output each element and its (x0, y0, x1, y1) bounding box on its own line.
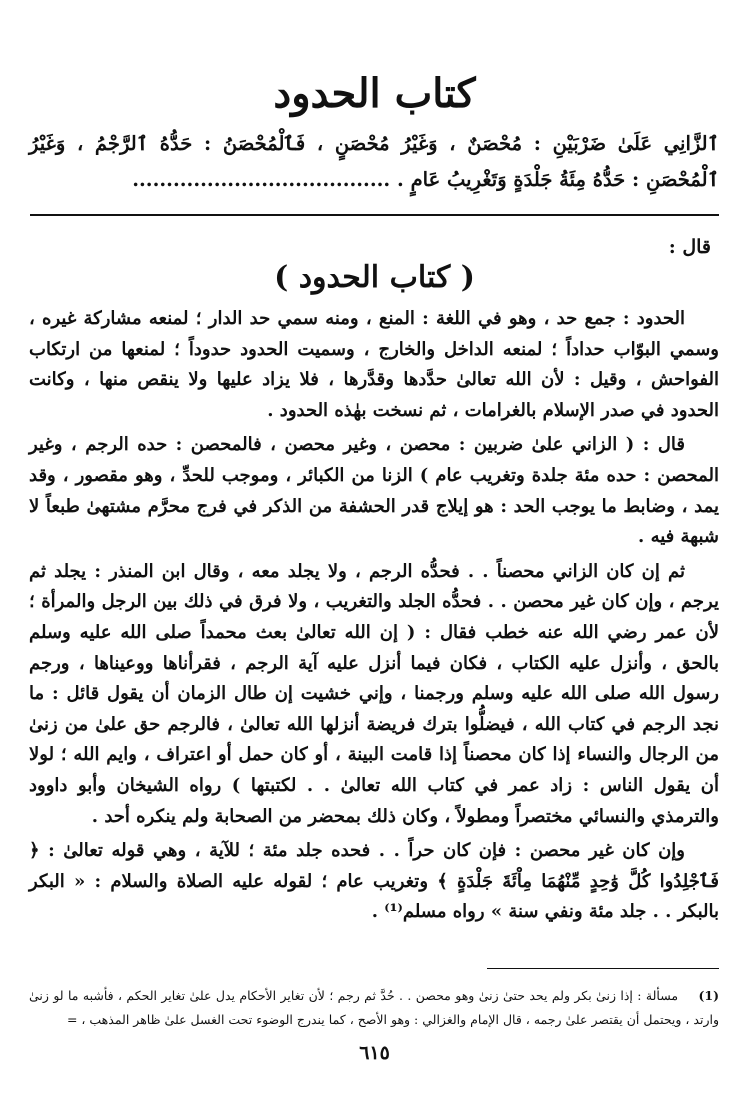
header-divider (30, 214, 719, 216)
chapter-title: كتاب الحدود (273, 70, 476, 117)
section-title: ( كتاب الحدود ) (274, 260, 475, 295)
footnote-divider (487, 968, 719, 969)
commentary-paragraph: ثم إن كان الزاني محصناً . . فحدُّه الرجم ، ولا يجلد معه ، وقال ابن المنذر : يجلد ثم يرجم ، وإن كان غير محصن . . فحدُّه الجلد والتغريب ، ولا فرق في ذلك بين الرجل والمرأة ؛ لأن عمر رضي الله عنه خطب فقال : ( إن الله تعالىٰ بعث محمداً صلى الله عليه وسلم بالحق ، وأنزل عليه الكتاب ، فكان فيما أنزل عليه آية الرجم ، فقرأناها ووعيناها ، ورجم رسول الله صلى الله عليه وسلم ورجمنا ، وإني خشيت إن طال الزمان أن يقول قائل : ما نجد الرجم في كتاب الله ، فيضلُّوا بترك فريضة أنزلها الله تعالىٰ ، فالرجم حق علىٰ من زنىٰ من الرجال والنساء إذا كان محصناً إذا قامت البينة ، أو كان حمل أو اعتراف ، وايم الله ؛ لولا أن يقول الناس : زاد عمر في كتاب الله تعالىٰ . . لكتبتها ) رواه الشيخان وأبو داوود والترمذي والنسائي مختصراً ومطولاً ، وكان ذلك بمحضر من الصحابة ولم ينكره أحد . (29, 560, 719, 827)
commentary-body (29, 304, 719, 932)
footnote-number: (1) (698, 988, 719, 1003)
footnote-text: مسألة : إذا زنىٰ بكر ولم يحد حتىٰ زنىٰ وهو محصن . . حُدَّ ثم رجم ؛ لأن تغاير الأحكام يدل علىٰ تغاير الحكم ، فأشبه ما لو زنىٰ وارتد ، ويحتمل أن يقتصر علىٰ رجمه ، قال الإمام والغزالي : وهو الأصح ، كما يندرج الوضوء تحت الغسل علىٰ ظاهر المذهب ، = (29, 988, 719, 1027)
commentary-qala: قال : (668, 236, 711, 258)
commentary-paragraph: الحدود : جمع حد ، وهو في اللغة : المنع ، ومنه سمي حد الدار ؛ لمنعه مشاركة غيره ، وسمي البوّاب حداداً ؛ لمنعه الداخل والخارج ، وسميت الحدود حدوداً ؛ لمنعها من ارتكاب الفواحش ، وقيل : لأن الله تعالىٰ حدَّدها وقدَّرها ، فلا يزاد عليها ولا ينقص منها ، وكانت الحدود في صدر الإسلام بالغرامات ، ثم نسخت بهٰذه الحدود . (29, 308, 719, 421)
matn-text (29, 126, 719, 198)
matn-dots: ...................................... (132, 168, 391, 191)
page-number: ٦١٥ (359, 1042, 390, 1064)
commentary-paragraph: وإن كان غير محصن : فإن كان حراً . . فحده جلد مئة ؛ للآية ، وهي قوله تعالىٰ : ﴿ فَٱجْلِدُوا كُلَّ وَٰحِدٍ مِّنْهُمَا مِاْئَةَ جَلْدَةٍ ﴾ وتغريب عام ؛ لقوله عليه الصلاة والسلام : « البكر بالبكر . . جلد مئة ونفي سنة » رواه مسلم⁽¹⁾ . (29, 840, 719, 923)
footnote (29, 984, 719, 1032)
commentary-paragraph: قال : ( الزاني علىٰ ضربين : محصن ، وغير محصن ، فالمحصن : حده الرجم ، وغير المحصن : حده مئة جلدة وتغريب عام ) الزنا من الكبائر ، وموجب للحدِّ ، وهو مقصور ، وقد يمد ، وضابط ما يوجب الحد : هو إيلاج قدر الحشفة من الذكر في فرج محرَّم مشتهىٰ طبعاً لا شبهة فيه . (29, 434, 719, 548)
matn-sentence: ٱلزَّانِي عَلَىٰ ضَرْبَيْنِ : مُحْصَنٌ ، وَغَيْرُ مُحْصَنٍ ، فَٱلْمُحْصَنُ : حَدُّهُ ٱلرَّجْمُ ، وَغَيْرُ ٱلْمُحْصَنِ : حَدُّهُ مِئَةُ جَلْدَةٍ وَتَغْرِيبُ عَامٍ . (29, 132, 719, 191)
